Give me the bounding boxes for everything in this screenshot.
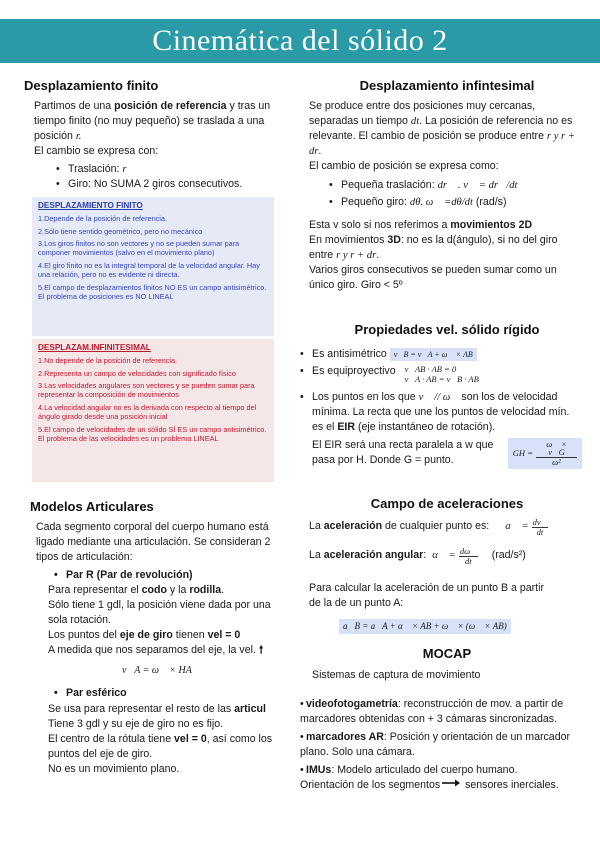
section-aceleraciones	[312, 495, 582, 513]
text: : Posición y orientación de un marcador plano. Solo una cámara.	[300, 731, 571, 759]
section-propiedades	[312, 321, 582, 339]
formula-accel-transfer: a⃗B = a⃗A + α⃗ × AB + ω⃗ × (ω⃗ × AB)	[339, 619, 511, 634]
formula-line: v⃗A · AB = v⃗B · AB	[404, 374, 479, 385]
math-range: r y r + dr	[309, 131, 575, 158]
text: Los puntos del	[48, 629, 120, 642]
text: En movimientos	[309, 234, 388, 247]
par-r-formula: v⃗A = ω⃗ × HA	[122, 665, 192, 677]
note-finite-displacement	[32, 197, 274, 336]
par-r-line	[48, 583, 278, 598]
text: A medida que nos separamos del eje, la vel.	[48, 644, 256, 657]
finite-body	[34, 99, 276, 192]
note-item: 4.La velocidad angular no es la derivada con respecto al tiempo del ángulo girado desde una posición inicial	[38, 403, 257, 422]
eir-row	[312, 438, 582, 470]
par-esferico	[54, 686, 278, 701]
note-item: 3.Los giros finitos no son vectores y no se pueden sumar para componer movimientos (salvo en el movimiento plano)	[38, 239, 240, 258]
section-modelos	[30, 498, 280, 516]
angular-accel-row	[309, 541, 584, 571]
page-title: Cinemática del sólido 2	[152, 24, 448, 57]
text-bold: codo	[141, 584, 167, 597]
text-bold: EIR	[337, 421, 355, 434]
text-bold: movimientos 2D	[450, 219, 533, 232]
section-mocap	[312, 645, 582, 663]
text-bold: aceleración	[323, 520, 383, 533]
note-item: 2.Representa un campo de velocidades con significado físico	[38, 368, 236, 378]
text: :	[423, 549, 427, 562]
text-bold: 3D	[387, 234, 401, 247]
text: Se usa para representar el resto de las	[48, 702, 235, 715]
finite-heading: Desplazamiento finito	[24, 78, 159, 93]
text-bold: marcadores AR	[306, 731, 384, 744]
math-parallel: v⃗ // ω⃗	[418, 392, 459, 404]
eir-text: El EIR será una recta paralela a w que pasa por H. Donde G = punto.	[312, 439, 494, 467]
propiedades-bullets	[300, 347, 582, 436]
accel-row	[309, 515, 584, 539]
formula-fraction	[459, 547, 478, 566]
mocap-heading: MOCAP	[422, 646, 472, 661]
infinitesimal-heading: Desplazamiento infintesimal	[359, 78, 535, 93]
par-r-line: Sólo tiene 1 gdl, la posición viene dada por una sola rotación.	[48, 599, 271, 627]
section-finite	[24, 77, 274, 95]
accel-transfer-text: Para calcular la aceleración de un punto B a partir de la de un punto A:	[309, 582, 544, 610]
par-r-line	[48, 628, 278, 643]
accel-formula-row	[339, 619, 584, 634]
infinitesimal-intro	[309, 99, 579, 159]
math-r: r.	[75, 131, 82, 143]
formula-gh	[508, 438, 582, 470]
formula-accel	[505, 518, 548, 537]
numerator: ω⃗ × v⃗G	[536, 440, 577, 459]
text: sensores inerciales.	[462, 779, 559, 792]
infinitesimal-bullets	[329, 178, 579, 210]
text-bold: eje de giro	[119, 629, 173, 642]
math-rotation: dθ. ω⃗ =dθ/dt	[409, 197, 473, 209]
math-range: r y r + dr	[336, 250, 377, 262]
propiedades-body	[300, 347, 582, 469]
text-bold: vel = 0	[174, 732, 207, 745]
finite-bullets	[56, 162, 276, 192]
text: .	[376, 249, 380, 262]
text-bold: videofotogametría	[306, 698, 398, 711]
formula-antisymmetric: v⃗B = v⃗A + ω⃗ × AB	[390, 348, 477, 361]
list-item	[329, 178, 579, 193]
text: Partimos de una	[34, 100, 115, 112]
text: El centro de la rótula tiene	[48, 732, 175, 745]
denominator: ω²	[552, 457, 561, 468]
note-item: 4.El giro finito no es la integral temporal de la velocidad angular. Hay una relación, pero no es evidente ni directa.	[38, 261, 260, 280]
infinitesimal-sum: Varios giros consecutivos se pueden sumar como un único giro. Giro < 5º	[309, 264, 557, 292]
math-dt: dt	[410, 116, 420, 128]
par-esferico-line: No es un movimiento plano.	[48, 762, 180, 775]
note-item: 5.El campo de desplazamientos finitos NO ES un campo antisimétrico. El problema de posiciones es NO LINEAL	[38, 282, 267, 301]
arrow-up-icon: 🠕	[258, 644, 264, 657]
text: . La posición de referencia no es relevante. El cambio de posición se produce entre	[309, 115, 573, 143]
mocap-imu-line	[300, 778, 590, 793]
par-r-line	[48, 643, 278, 658]
text: Es antisimétrico	[312, 348, 387, 360]
text: Los puntos en los que	[312, 391, 419, 404]
formula-fraction	[532, 518, 549, 537]
formula-lhs: α⃗ =	[432, 550, 456, 562]
list-item	[56, 162, 276, 177]
text-bold: rodilla	[189, 584, 222, 597]
infinitesimal-body	[309, 99, 579, 293]
list-item	[300, 364, 582, 384]
infinitesimal-change: El cambio de posición se expresa como:	[309, 160, 499, 173]
formula-equiprojective	[405, 364, 479, 384]
angular-accel-text	[309, 548, 426, 563]
math-translation: dr⃗ . v⃗ = dr⃗/dt	[437, 180, 518, 192]
text: .	[318, 145, 322, 158]
aceleraciones-body	[309, 515, 584, 634]
text: : Modelo articulado del cuerpo humano.	[331, 764, 518, 777]
text: : no es la d(ángulo), si no del giro entre	[309, 234, 558, 262]
mocap-bullets	[300, 697, 590, 778]
infinitesimal-3d	[309, 233, 579, 263]
text: Traslación:	[68, 163, 120, 176]
modelos-body	[36, 520, 278, 777]
formula-angular-accel	[432, 547, 477, 566]
note-item: 5.El campo de velocidades de un sólido SÍ ES un campo antisimétrico. El problema de las velocidades es un problema LINEAL	[38, 424, 267, 443]
math-r-vector: r⃗	[122, 164, 135, 176]
par-r-title: • Par R (Par de revolución)	[54, 568, 278, 583]
mocap-body	[300, 668, 590, 793]
text: de cualquier punto es:	[382, 520, 490, 533]
formula-line: v⃗AB · AB = 0	[404, 364, 457, 375]
numerator: dω⃗	[459, 545, 477, 556]
text: Esta v solo si nos referimos a	[309, 219, 451, 232]
text: Orientación de los segmentos	[300, 779, 441, 792]
text: .	[221, 584, 225, 597]
par-esferico-body	[48, 702, 278, 777]
text: son los de velocidad mínima. La recta que une los puntos de velocidad mín. es el	[312, 391, 570, 434]
text: tienen	[172, 629, 208, 642]
formula-lhs: a⃗ =	[505, 521, 529, 533]
text-bold: vel = 0	[207, 629, 241, 642]
par-esferico-line	[48, 732, 278, 762]
text: Para representar el	[48, 584, 142, 597]
note-infinitesimal-displacement	[32, 339, 274, 482]
text: , así como los puntos del eje de giro.	[48, 732, 273, 760]
mocap-subtitle: Sistemas de captura de movimiento	[312, 669, 481, 681]
list-item	[300, 730, 590, 760]
text: Es equiproyectivo	[312, 365, 396, 378]
finite-intro	[34, 99, 276, 144]
note-item: 2.Sólo tiene sentido geométrico, pero no mecánico	[38, 226, 203, 236]
par-r-body	[48, 583, 278, 678]
par-esferico-title: • Par esférico	[54, 686, 278, 701]
par-esferico-line: Tiene 3 gdl y su eje de giro no es fijo.	[48, 717, 224, 730]
aceleraciones-heading: Campo de aceleraciones	[370, 496, 524, 511]
title-banner	[0, 19, 600, 63]
accel-text	[309, 519, 489, 534]
list-item	[329, 195, 579, 210]
par-r	[54, 568, 278, 583]
denominator: dt	[464, 555, 472, 566]
infinitesimal-2d	[309, 218, 579, 233]
unit: (rad/s²)	[491, 549, 526, 562]
propiedades-heading: Propiedades vel. sólido rígido	[354, 322, 540, 337]
text: (rad/s)	[472, 196, 507, 209]
text: y la	[166, 584, 190, 597]
note-title: DESPLAZAM.INFINITESIMAL	[38, 343, 151, 352]
denominator: dt	[536, 526, 544, 537]
note-title: DESPLAZAMIENTO FINITO	[38, 201, 143, 210]
text: La	[309, 549, 324, 562]
text-bold: IMUs	[306, 764, 332, 777]
note-item: 1.No depende de la posición de referencia.	[38, 355, 178, 365]
note-item: 3.Las velocidades angulares son vectores y se pueden sumar para representar la composición de movimientos	[38, 381, 255, 400]
text: Se produce entre dos posiciones muy cercanas, separadas un tiempo	[309, 100, 536, 128]
formula-lhs: GH =	[512, 448, 533, 459]
arrow-right-icon	[441, 778, 461, 788]
text: : reconstrucción de mov. a partir de marcadores obtenidas con + 3 cámaras sincronizadas.	[300, 698, 564, 726]
list-item	[300, 697, 590, 727]
modelos-heading: Modelos Articulares	[30, 499, 154, 514]
text: y tras un tiempo finito (no muy pequeño) se traslada a una posición	[34, 100, 271, 143]
text-bold: posición de referencia	[114, 100, 227, 112]
list-item	[300, 347, 582, 362]
list-item: • Giro: No SUMA 2 giros consecutivos.	[56, 177, 276, 192]
finite-change: El cambio se expresa con:	[34, 145, 159, 158]
list-item	[300, 390, 582, 435]
text: Pequeña traslación:	[341, 179, 438, 192]
note-item: 1.Depende de la posición de referencia.	[38, 213, 167, 223]
list-item	[300, 763, 590, 778]
text-bold: aceleración angular	[323, 549, 424, 562]
par-esferico-line	[48, 702, 278, 717]
text: (eje instantáneo de rotación).	[355, 421, 496, 434]
numerator: dv⃗	[532, 516, 548, 527]
text: La	[309, 520, 324, 533]
section-infinitesimal	[312, 77, 582, 95]
text: Pequeño giro:	[341, 196, 410, 209]
formula-fraction	[536, 440, 577, 468]
modelos-intro: Cada segmento corporal del cuerpo humano está ligado mediante una articulación. Se consideran 2 tipos de articulación:	[36, 521, 271, 564]
text-bold: articul	[234, 702, 266, 715]
